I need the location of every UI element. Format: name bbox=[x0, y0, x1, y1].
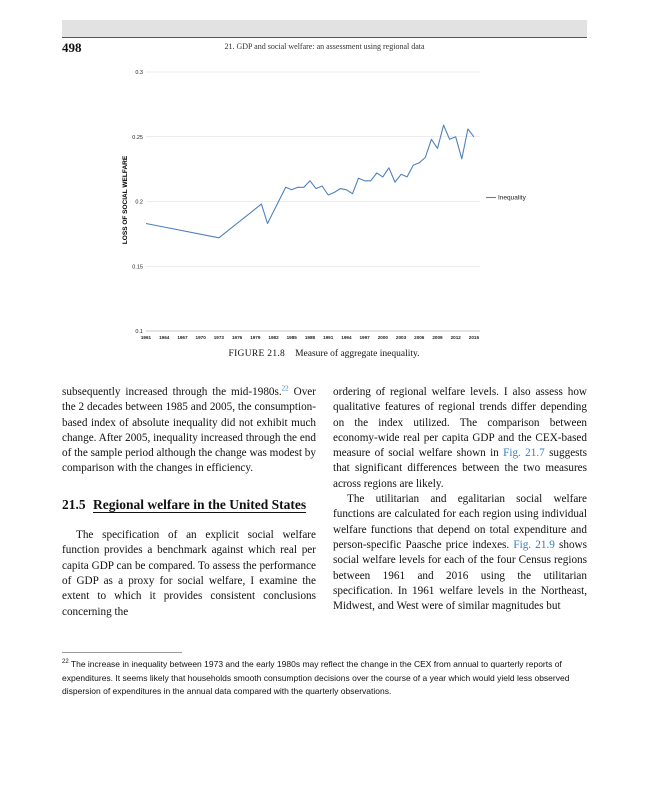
left-column bbox=[62, 385, 316, 620]
y-tick-label: 0.2 bbox=[135, 199, 143, 206]
paragraph-text: The utilitarian and egalitarian social welfare functions are calculated for each region using individual welfare functions that depend on total expenditure and person-specific Paasche price indexes. bbox=[333, 493, 587, 551]
x-tick-label: 2006 bbox=[414, 335, 425, 340]
y-tick-label: 0.25 bbox=[132, 134, 143, 141]
x-tick-label: 1985 bbox=[286, 335, 297, 340]
paragraph-text: ordering of regional welfare levels. I also assess how qualitative features of regional trends differ depending on the index utilized. The comparison between economy-wide real per capita GDP and the CEX-based measure of social welfare shown in bbox=[333, 386, 587, 460]
header-bar bbox=[62, 20, 587, 38]
paragraph: The specification of an explicit social welfare function provides a benchmark against which real per capita GDP can be compared. To assess the performance of GDP as a proxy for social welfare, I examine the extent to which it provides consistent conclusions concerning the bbox=[62, 529, 316, 618]
y-tick-label: 0.1 bbox=[135, 329, 143, 335]
figure-label: FIGURE 21.8 bbox=[228, 349, 286, 359]
x-tick-label: 1967 bbox=[177, 335, 188, 340]
x-tick-label: 1991 bbox=[323, 335, 334, 340]
x-tick-label: 1973 bbox=[213, 335, 224, 340]
section-number: 21.5 bbox=[62, 496, 86, 512]
series-line-inequality bbox=[146, 125, 474, 238]
x-tick-label: 1982 bbox=[268, 335, 279, 340]
chart-series bbox=[146, 125, 474, 238]
footnote-reference[interactable]: 22 bbox=[281, 384, 289, 393]
x-tick-label: 1979 bbox=[250, 335, 261, 340]
x-tick-label: 1961 bbox=[140, 335, 152, 340]
footnote-number: 22 bbox=[62, 659, 69, 666]
running-head: 21. GDP and social welfare: an assessment using regional data bbox=[224, 42, 425, 51]
x-tick-label: 2000 bbox=[377, 335, 388, 340]
y-tick-label: 0.3 bbox=[135, 70, 143, 76]
figure-caption-text: Measure of aggregate inequality. bbox=[295, 349, 420, 359]
inequality-chart bbox=[0, 60, 648, 350]
footnote-text: The increase in inequality between 1973 and the early 1980s may reflect the change in the CEX from annual to quarterly reports of expenditures. It seems likely that households smooth consumption decisions over the course of a year which would yield less observed dispersion of expenditures in the annual data compared with the quarterly observations. bbox=[62, 659, 570, 696]
paragraph-text: Over the 2 decades between 1985 and 2005, the consumption-based index of absolute inequality did not exhibit much change. After 2005, inequality increased through the end of the sample period although the change was modest by comparison with the changes in efficiency. bbox=[62, 386, 316, 475]
section-heading bbox=[62, 497, 316, 512]
y-axis-label: LOSS OF SOCIAL WELFARE bbox=[122, 155, 129, 245]
x-tick-label: 1970 bbox=[195, 335, 206, 340]
x-tick-label: 1997 bbox=[359, 335, 370, 340]
x-tick-label: 1964 bbox=[159, 335, 170, 340]
x-tick-label: 2009 bbox=[432, 335, 443, 340]
chart-tick-labels bbox=[132, 70, 479, 340]
chart-legend bbox=[486, 195, 527, 202]
footnote bbox=[62, 658, 587, 699]
footnote-divider bbox=[62, 652, 182, 653]
x-tick-label: 2012 bbox=[450, 335, 461, 340]
paragraph-text: shows social welfare levels for each of the four Census regions between 1961 and 2016 using the utilitarian specification. In 1961 welfare levels in the Northeast, Midwest, and West were of similar magnitudes but bbox=[333, 538, 587, 613]
section-title: Regional welfare in the United States bbox=[93, 496, 307, 512]
page-number: 498 bbox=[62, 40, 82, 55]
paragraph-text: subsequently increased through the mid-1980s. bbox=[62, 386, 282, 398]
x-tick-label: 2003 bbox=[395, 335, 407, 340]
legend-label: Inequality bbox=[498, 194, 526, 202]
x-tick-label: 1994 bbox=[341, 335, 352, 340]
right-column bbox=[333, 385, 587, 614]
figure-link[interactable]: Fig. 21.9 bbox=[513, 538, 555, 551]
figure-link[interactable]: Fig. 21.7 bbox=[503, 447, 545, 460]
y-tick-label: 0.15 bbox=[132, 264, 143, 271]
x-tick-label: 2015 bbox=[468, 335, 480, 340]
paragraph bbox=[333, 385, 587, 492]
paragraph-text: suggests that significant differences between the two measures across regions are likely. bbox=[333, 447, 587, 490]
paragraph bbox=[62, 385, 316, 477]
figure-caption bbox=[0, 349, 648, 359]
x-tick-label: 1988 bbox=[304, 335, 316, 340]
paragraph bbox=[333, 492, 587, 614]
chart-gridlines bbox=[146, 72, 480, 331]
x-tick-label: 1976 bbox=[231, 335, 243, 340]
